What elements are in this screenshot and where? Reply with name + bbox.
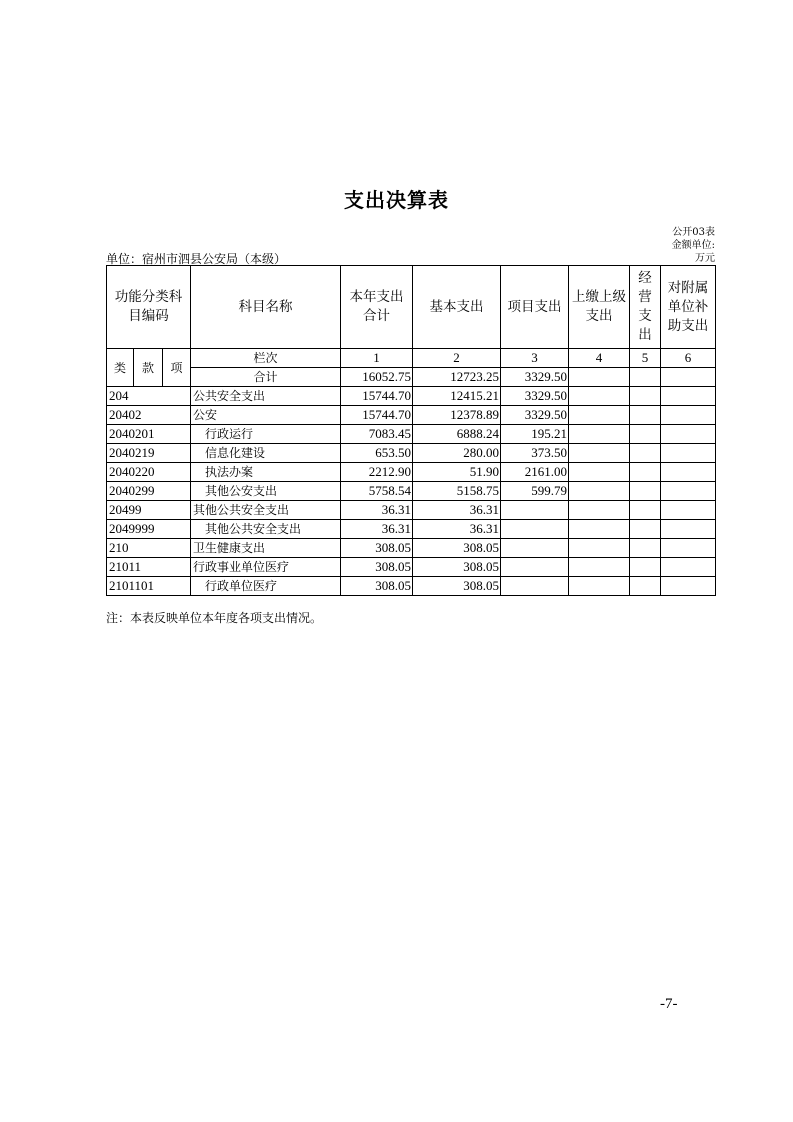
row-project [501,520,569,539]
row-name: 其他公共安全支出 [191,501,341,520]
header-xiang: 项 [163,349,191,387]
total-row-business [630,368,661,387]
row-subsidy [661,501,716,520]
row-code: 20402 [107,406,191,425]
row-code: 21011 [107,558,191,577]
row-code: 2101101 [107,577,191,596]
row-basic: 36.31 [413,520,501,539]
row-name: 公共安全支出 [191,387,341,406]
row-total: 308.05 [341,558,413,577]
column-index-6: 6 [661,349,716,368]
row-code: 204 [107,387,191,406]
row-name: 行政运行 [191,425,341,444]
row-business [630,558,661,577]
row-upper [569,558,630,577]
row-total: 36.31 [341,501,413,520]
total-row-total: 16052.75 [341,368,413,387]
table-row [107,482,716,501]
row-project: 599.79 [501,482,569,501]
row-upper [569,406,630,425]
row-name: 卫生健康支出 [191,539,341,558]
row-business [630,425,661,444]
row-name: 行政单位医疗 [191,577,341,596]
row-code: 210 [107,539,191,558]
header-kuan: 款 [134,349,163,387]
header-lei: 类 [107,349,134,387]
row-upper [569,387,630,406]
column-index-label: 栏次 [191,349,341,368]
table-row [107,425,716,444]
row-upper [569,482,630,501]
row-name: 执法办案 [191,463,341,482]
header-name: 科目名称 [191,266,341,349]
row-total: 308.05 [341,577,413,596]
table-row [107,463,716,482]
column-index-4: 4 [569,349,630,368]
header-basic: 基本支出 [413,266,501,349]
row-code: 2040299 [107,482,191,501]
row-upper [569,577,630,596]
total-row-basic: 12723.25 [413,368,501,387]
header-subsidy: 对附属单位补助支出 [661,266,716,349]
row-business [630,577,661,596]
row-upper [569,539,630,558]
row-name: 信息化建设 [191,444,341,463]
form-number: 公开03表 [672,227,715,238]
row-name: 其他公共安全支出 [191,520,341,539]
page-title: 支出决算表 [344,188,449,212]
header-business: 经营支出 [630,266,661,349]
row-name: 公安 [191,406,341,425]
row-project [501,558,569,577]
amount-unit-label: 金额单位: [671,240,715,251]
table-row [107,577,716,596]
row-basic: 12415.21 [413,387,501,406]
row-subsidy [661,425,716,444]
row-upper [569,425,630,444]
row-subsidy [661,406,716,425]
row-subsidy [661,520,716,539]
row-business [630,482,661,501]
table-row [107,539,716,558]
row-basic: 36.31 [413,501,501,520]
row-business [630,406,661,425]
expenditure-table [106,265,716,596]
unit-name: 单位：宿州市泗县公安局（本级） [106,252,287,266]
page-number: -7- [660,996,678,1012]
table-row [107,558,716,577]
row-subsidy [661,577,716,596]
row-basic: 6888.24 [413,425,501,444]
row-project [501,539,569,558]
total-row-upper [569,368,630,387]
row-upper [569,463,630,482]
column-index-1: 1 [341,349,413,368]
row-project [501,577,569,596]
row-project: 373.50 [501,444,569,463]
row-basic: 308.05 [413,577,501,596]
row-project: 2161.00 [501,463,569,482]
row-subsidy [661,482,716,501]
table-row [107,520,716,539]
table-row [107,387,716,406]
row-code: 2049999 [107,520,191,539]
table-body [107,387,716,596]
column-index-3: 3 [501,349,569,368]
row-basic: 5158.75 [413,482,501,501]
row-subsidy [661,444,716,463]
row-business [630,539,661,558]
column-index-5: 5 [630,349,661,368]
table-note: 注：本表反映单位本年度各项支出情况。 [106,611,323,625]
row-business [630,387,661,406]
row-code: 20499 [107,501,191,520]
amount-unit-value: 万元 [695,253,715,264]
row-subsidy [661,463,716,482]
row-business [630,501,661,520]
table-row [107,444,716,463]
row-project: 195.21 [501,425,569,444]
row-basic: 308.05 [413,558,501,577]
row-business [630,520,661,539]
row-total: 5758.54 [341,482,413,501]
row-subsidy [661,539,716,558]
row-project: 3329.50 [501,387,569,406]
row-total: 2212.90 [341,463,413,482]
row-project [501,501,569,520]
row-total: 15744.70 [341,406,413,425]
table-row [107,406,716,425]
header-code: 功能分类科目编码 [107,266,191,349]
row-total: 653.50 [341,444,413,463]
row-upper [569,520,630,539]
row-code: 2040219 [107,444,191,463]
row-total: 36.31 [341,520,413,539]
header-upper: 上缴上级支出 [569,266,630,349]
row-total: 7083.45 [341,425,413,444]
row-code: 2040220 [107,463,191,482]
row-name: 其他公安支出 [191,482,341,501]
row-upper [569,444,630,463]
row-name: 行政事业单位医疗 [191,558,341,577]
table-row [107,501,716,520]
row-business [630,463,661,482]
row-basic: 12378.89 [413,406,501,425]
total-row-subsidy [661,368,716,387]
row-subsidy [661,387,716,406]
row-total: 308.05 [341,539,413,558]
total-row-label: 合计 [191,368,341,387]
header-project: 项目支出 [501,266,569,349]
row-subsidy [661,558,716,577]
row-basic: 308.05 [413,539,501,558]
row-code: 2040201 [107,425,191,444]
row-project: 3329.50 [501,406,569,425]
column-index-2: 2 [413,349,501,368]
row-total: 15744.70 [341,387,413,406]
header-total: 本年支出合计 [341,266,413,349]
row-business [630,444,661,463]
row-basic: 51.90 [413,463,501,482]
row-basic: 280.00 [413,444,501,463]
total-row-project: 3329.50 [501,368,569,387]
row-upper [569,501,630,520]
